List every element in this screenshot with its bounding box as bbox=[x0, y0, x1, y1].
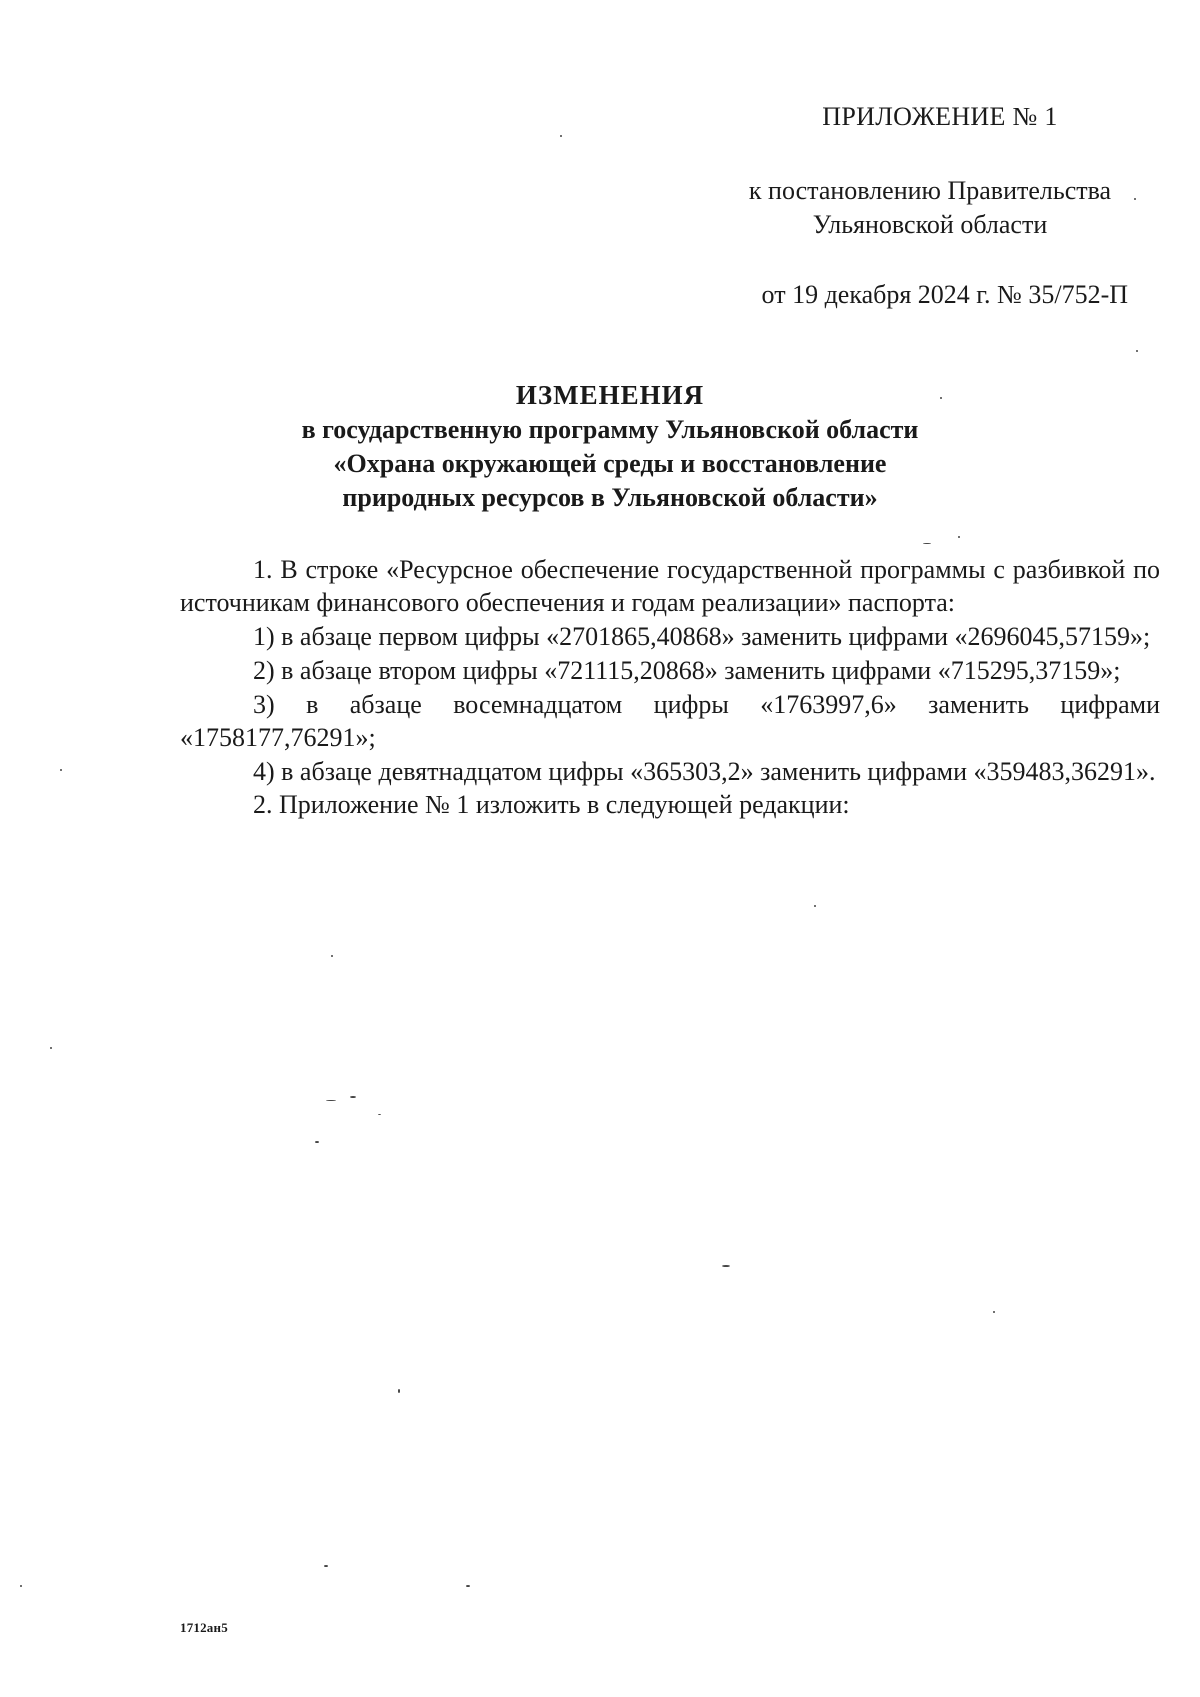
scan-speck bbox=[814, 905, 816, 907]
scan-speck bbox=[50, 1047, 52, 1049]
scan-speck bbox=[326, 1100, 336, 1101]
scan-speck bbox=[958, 536, 960, 538]
heading-line-2: «Охрана окружающей среды и восстановление bbox=[333, 449, 887, 478]
list-item-4: 4) в абзаце девятнадцатом цифры «365303,2» заменить цифрами «359483,36291». bbox=[253, 757, 1156, 786]
scan-speck bbox=[315, 1141, 319, 1143]
decree-reference-line-1: к постановлению Правительства bbox=[748, 176, 1112, 205]
heading-line-1: в государственную программу Ульяновской области bbox=[301, 415, 919, 444]
scan-speck bbox=[331, 955, 333, 957]
scan-speck bbox=[60, 769, 62, 771]
scan-speck bbox=[466, 1585, 470, 1587]
document-code: 1712ан5 bbox=[180, 1620, 228, 1635]
heading-line-3: природных ресурсов в Ульяновской области» bbox=[342, 483, 878, 512]
decree-reference bbox=[700, 174, 1120, 242]
list-item-2: 2) в абзаце втором цифры «721115,20868» заменить цифрами «715295,37159»; bbox=[253, 656, 1121, 685]
appendix-title: ПРИЛОЖЕНИЕ № 1 bbox=[822, 102, 1058, 131]
scan-speck bbox=[350, 1096, 356, 1098]
list-item-3: 3) в абзаце восемнадцатом цифры «1763997,6» заменить цифрами «1758177,76291»; bbox=[180, 690, 1160, 752]
scan-speck bbox=[940, 397, 942, 399]
scan-speck bbox=[560, 135, 562, 137]
scan-speck bbox=[722, 1265, 730, 1267]
scan-speck bbox=[993, 1311, 995, 1313]
document-body bbox=[180, 553, 1160, 821]
scan-speck bbox=[20, 1585, 22, 1587]
scan-speck bbox=[398, 1389, 400, 1393]
scan-speck bbox=[324, 1565, 328, 1567]
scan-speck bbox=[923, 543, 931, 544]
paragraph-1: 1. В строке «Ресурсное обеспечение государственной программы с разбивкой по источникам финансового обеспечения и годам реализации» паспорта: bbox=[180, 555, 1160, 617]
list-item-1: 1) в абзаце первом цифры «2701865,40868» заменить цифрами «2696045,57159»; bbox=[253, 622, 1151, 651]
paragraph-2: 2. Приложение № 1 изложить в следующей редакции: bbox=[253, 790, 850, 819]
heading-title: ИЗМЕНЕНИЯ bbox=[515, 380, 705, 410]
document-heading bbox=[180, 378, 1040, 515]
decree-reference-line-2: Ульяновской области bbox=[812, 210, 1048, 239]
scan-speck bbox=[1136, 350, 1138, 352]
scan-speck bbox=[1134, 198, 1136, 200]
scan-speck bbox=[378, 1114, 381, 1115]
decree-date: от 19 декабря 2024 г. № 35/752-П bbox=[761, 280, 1128, 309]
